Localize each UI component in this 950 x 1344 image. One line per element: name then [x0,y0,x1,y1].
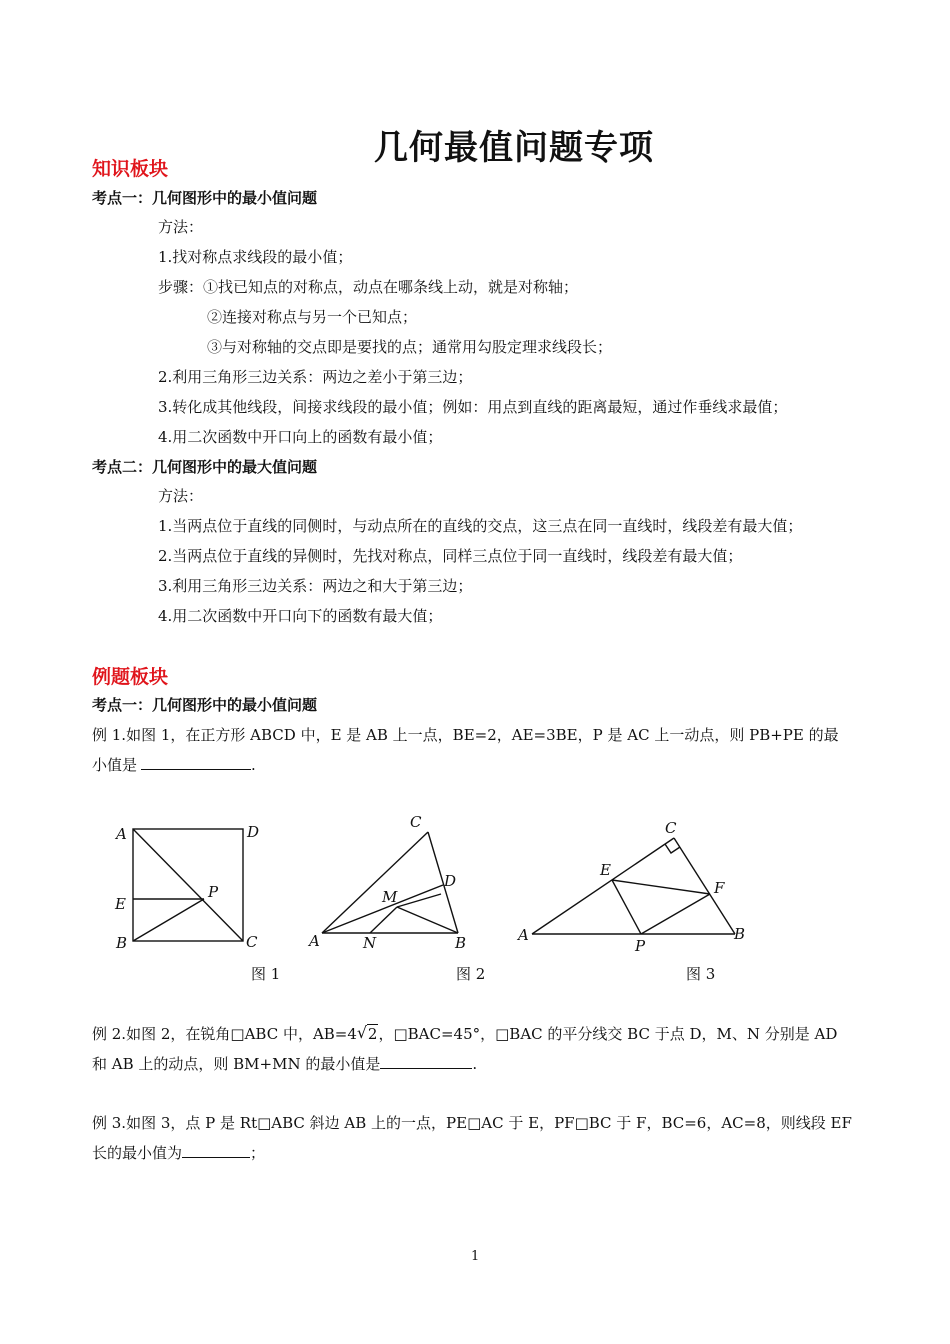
example2-line1 [92,1023,837,1044]
fig1-label-e: E [115,895,126,913]
example3-line2 [92,1142,265,1163]
point1-method: 方法： [158,218,204,236]
radical-sign: √ [356,1023,368,1042]
page-number: 1 [471,1249,480,1264]
example1-prefix: 小值是 [92,756,138,774]
fig3-label-b: B [734,925,746,943]
point1-label: 考点一：几何图形中的最小值问题 [92,189,318,207]
fig3-right-angle-mark [665,844,680,853]
fig2-label-n: N [363,934,377,952]
example1-line1: 例 1.如图 1，在正方形 ABCD 中，E 是 AB 上一点，BE=2，AE=3BE，P 是 AC 上一动点，则 PB+PE 的最 [92,726,839,744]
example2-prefix: 和 AB 上的动点，则 BM+MN 的最小值是 [92,1055,381,1073]
fig1-label-b: B [116,934,128,952]
figure-3-caption: 图 3 [686,965,716,983]
fig2-label-c: C [410,813,422,831]
figure-1-caption: 图 1 [251,965,281,983]
sqrt-radicand: 2 [367,1025,378,1043]
point2-line3: 3.利用三角形三边关系：两边之和大于第三边； [158,577,473,595]
example3-line1: 例 3.如图 3，点 P 是 Rt□ABC 斜边 AB 上的一点，PE□AC 于 E，PF□BC 于 F，BC=6，AC=8，则线段 EF [92,1114,852,1132]
example2-text-b: ，□BAC=45°，□BAC 的平分线交 BC 于点 D，M、N 分别是 AD [378,1025,838,1043]
fig2-label-m: M [382,888,398,906]
figure-2-caption: 图 2 [456,965,486,983]
fig3-segment-ef [612,880,710,894]
fig1-segment-bp [133,899,204,941]
section-heading-examples: 例题板块 [92,666,169,688]
example3-end: ； [250,1144,266,1162]
fig2-segment-mn [370,907,397,933]
point2-line4: 4.用二次函数中开口向下的函数有最大值； [158,607,443,625]
sqrt-symbol [357,1025,379,1043]
example1-line2 [92,754,256,775]
point2-label: 考点二：几何图形中的最大值问题 [92,458,318,476]
fig2-label-a: A [309,932,320,950]
fig1-label-c: C [246,933,258,951]
fig3-segment-pe [612,880,641,934]
fig3-label-f: F [714,879,725,897]
fig1-label-a: A [116,825,127,843]
fig3-label-c: C [665,819,677,837]
fig3-segment-pf [641,894,710,934]
examples-point1-label: 考点一：几何图形中的最小值问题 [92,696,318,714]
fig1-label-d: D [247,823,260,841]
point1-line4: 4.用二次函数中开口向上的函数有最小值； [158,428,443,446]
figure-2 [300,805,480,960]
fig2-label-b: B [455,934,467,952]
point1-line2: 2.利用三角形三边关系：两边之差小于第三边； [158,368,473,386]
point2-line1: 1.当两点位于直线的同侧时，与动点所在的直线的交点，这三点在同一直线时，线段差有最大值； [158,517,803,535]
fig3-side-cb [674,838,735,934]
fig2-label-d: D [444,872,457,890]
fig1-diagonal-ac [133,829,243,941]
point1-steps-b: ②连接对称点与另一个已知点； [207,308,418,326]
point2-line2: 2.当两点位于直线的异侧时，先找对称点，同样三点位于同一直线时，线段差有最大值； [158,547,743,565]
page-title: 几何最值问题专项 [374,128,654,168]
point1-line1: 1.找对称点求线段的最小值； [158,248,353,266]
example3-prefix: 长的最小值为 [92,1144,183,1162]
answer-blank-3[interactable] [182,1156,250,1158]
point2-method: 方法： [158,487,204,505]
figure-1 [108,815,268,960]
figure-3 [510,815,755,960]
fig2-segment-bm [397,907,458,933]
answer-blank-2[interactable] [380,1067,472,1069]
example2-line2 [92,1053,477,1074]
point1-steps-a: 步骤：①找已知点的对称点，动点在哪条线上动，就是对称轴； [158,278,579,296]
point1-line3: 3.转化成其他线段，间接求线段的最小值；例如：用点到直线的距离最短，通过作垂线求最值； [158,398,788,416]
fig1-label-p: P [208,883,219,901]
answer-blank-1[interactable] [141,768,251,770]
fig3-label-a: A [518,926,529,944]
example2-end: . [472,1055,478,1073]
example2-text-a: 例 2.如图 2，在锐角□ABC 中，AB=4 [92,1025,357,1043]
fig3-label-p: P [635,937,646,955]
fig2-side-ac [322,832,428,933]
fig3-label-e: E [600,861,611,879]
section-heading-knowledge: 知识板块 [92,158,169,180]
point1-steps-c: ③与对称轴的交点即是要找的点；通常用勾股定理求线段长； [207,338,613,356]
example1-end: . [251,756,256,774]
